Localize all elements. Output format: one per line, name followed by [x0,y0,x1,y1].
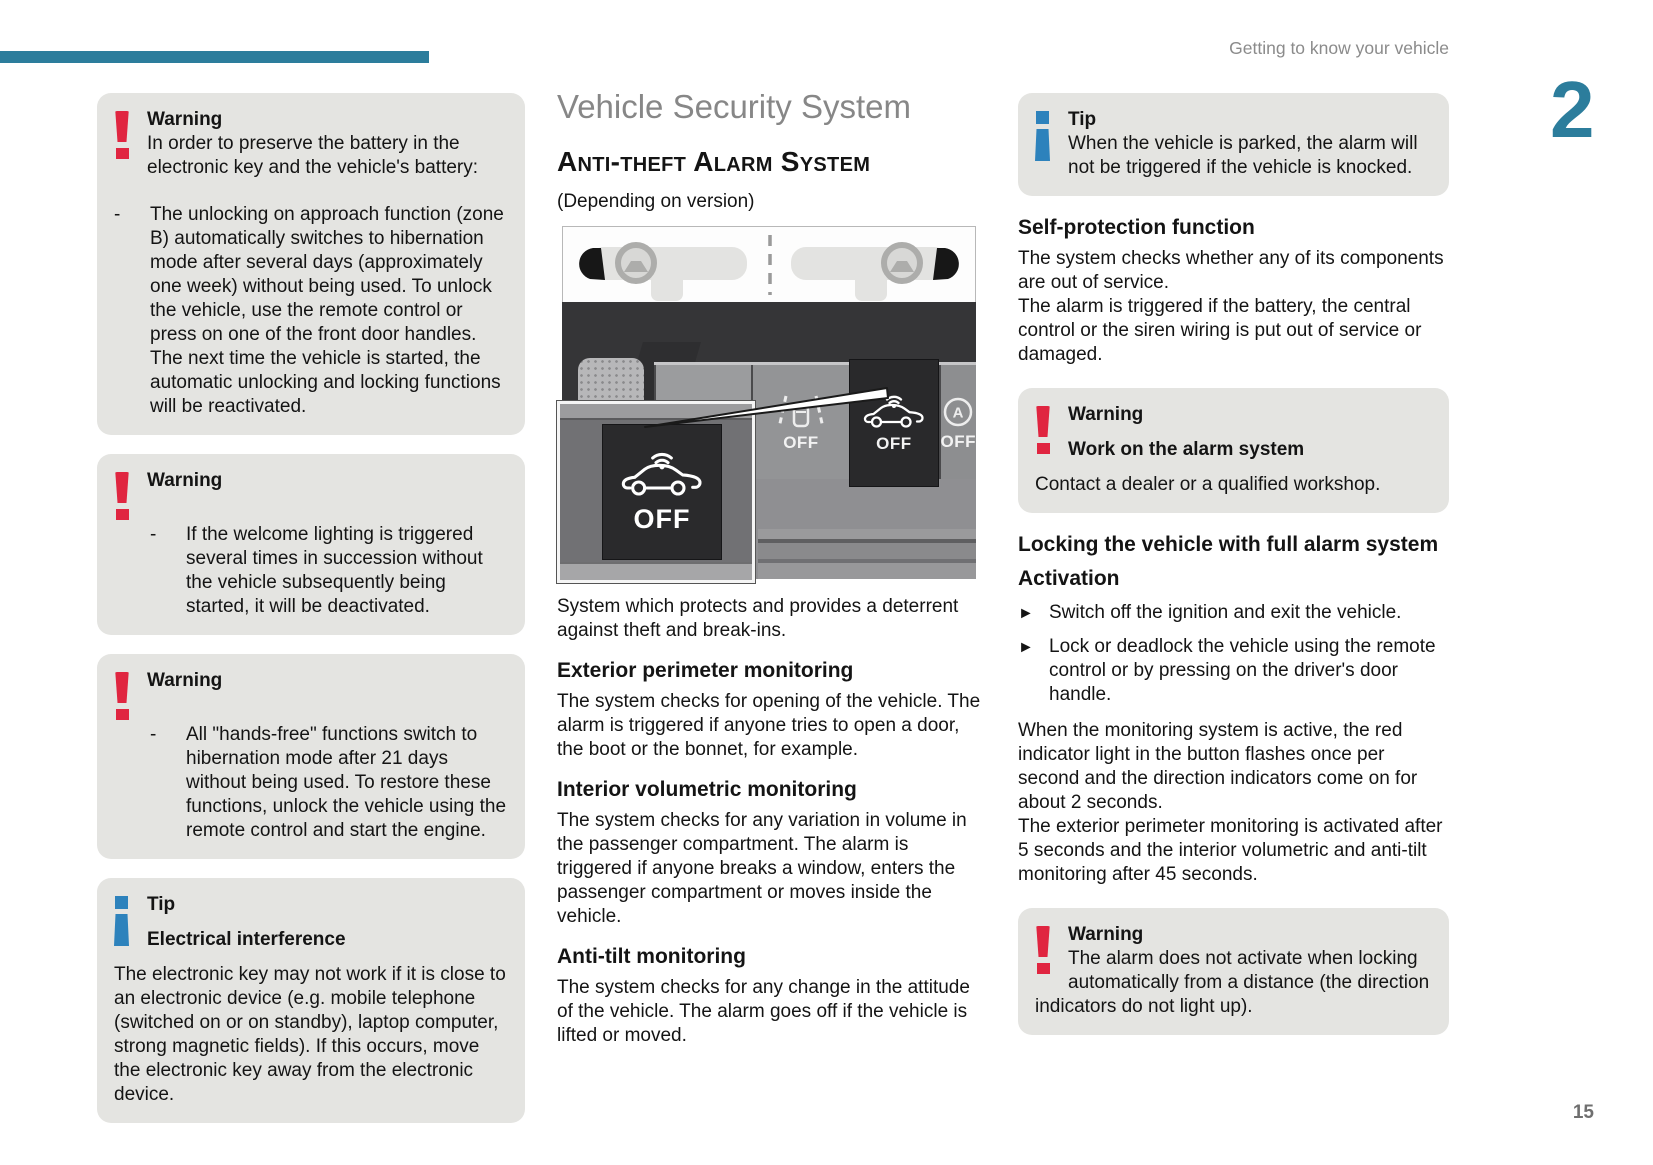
accent-bar [0,51,429,63]
warning-exclamation-icon [1035,406,1051,455]
warning-exclamation-icon [114,672,130,721]
box-intro: In order to preserve the battery in the electronic key and the vehicle's battery: [147,133,479,178]
tip-box-parked [1018,93,1449,196]
item-text: If the welcome lighting is triggered several times in succession without the vehicle subsequently being started, it will be deactivated. [186,524,483,617]
rhd-dashboard-icon [791,245,959,301]
lane-keep-off-button [751,365,850,479]
list-item [150,523,508,619]
box-subtitle: Work on the alarm system [1068,439,1305,460]
lhd-dashboard-icon [579,245,747,301]
middle-column [557,88,987,1050]
warning-box-work-on-alarm [1018,388,1449,513]
tip-title: Tip [147,894,176,915]
warning-exclamation-icon [114,111,130,160]
sub-heading: Exterior perimeter monitoring [557,659,854,682]
running-header: Getting to know your vehicle [1229,38,1449,58]
list-item [114,203,508,419]
inset-alarm-button [602,424,722,560]
left-column [97,93,525,1142]
warning-exclamation-icon [114,472,130,521]
version-note: (Depending on version) [557,191,755,212]
body-paragraph: The system checks for opening of the vehicle. The alarm is triggered if anyone tries to open a door, the boot or the bonnet, for example. [557,691,981,760]
tip-body: The electronic key may not work if it is close to an electronic device (e.g. mobile telephone (switched on or on standby), laptop computer, strong magnetic fields). If this occurs, move the electronic key away from the electronic device. [114,964,506,1105]
auto-off-button [939,365,977,479]
steps-list [1018,601,1449,707]
dash-list [150,523,508,619]
arrow-marker: ► [1018,639,1034,656]
dash-marker: - [150,724,157,745]
box-title: Warning [1068,924,1144,945]
step-text: Switch off the ignition and exit the vehicle. [1049,602,1402,623]
steering-position-icons [563,227,975,302]
tip-subtitle: Electrical interference [147,929,346,950]
dash-list [114,203,508,419]
dash-marker: - [114,204,121,225]
box-title: Warning [1068,404,1144,425]
box-title: Warning [147,670,223,691]
dash-marker: - [150,524,157,545]
circle-a-icon [941,395,975,429]
item-text: The unlocking on approach function (zone B) automatically switches to hibernation mode after several days (approximately one week) without being used. To unlock the vehicle, use the remote control or press on one of the front door handles. The next time the vehicle is started, the automatic unlocking and locking functions will be reactivated. [150,204,504,417]
body-paragraph: The system checks for any variation in volume in the passenger compartment. The alarm is triggered if anyone breaks a window, enters the passenger compartment or moves inside the vehicle. [557,810,967,927]
box-body: The alarm does not activate when locking automatically from a distance (the direction indicators do not light up). [1035,948,1430,1017]
right-column [1018,93,1449,1054]
list-item [150,723,508,843]
body-paragraph: System which protects and provides a deterrent against theft and break-ins. [557,596,959,641]
alarm-car-icon [863,395,925,431]
off-label: OFF [783,432,819,452]
inset-top-trim [560,404,752,420]
alarm-off-button [849,359,938,487]
body-paragraph: The system checks whether any of its components are out of service. [1018,248,1444,293]
box-body: Contact a dealer or a qualified workshop. [1035,474,1381,495]
inset-callout [557,401,755,583]
tip-title: Tip [1068,109,1097,130]
page-title: Vehicle Security System [557,88,911,125]
alarm-button-figure [557,226,981,579]
chapter-number: 2 [1550,65,1595,154]
step-item [1018,601,1449,626]
box-title: Warning [147,470,223,491]
off-label: OFF [633,503,691,534]
sub-heading: Locking the vehicle with full alarm system [1018,533,1439,556]
sub-heading: Self-protection function [1018,216,1255,239]
body-paragraph: The alarm is triggered if the battery, the central control or the siren wiring is put out of service or damaged. [1018,296,1422,365]
box-title: Warning [147,109,223,130]
alarm-car-icon [619,452,705,500]
section-heading: Anti-theft Alarm System [557,146,871,177]
warning-box-welcome-lighting [97,454,525,635]
item-text: All "hands-free" functions switch to hibernation mode after 21 days without being used. To restore these functions, unlock the vehicle using the remote control and start the engine. [186,724,507,841]
warning-box-hands-free [97,654,525,859]
lane-keep-icon [775,394,827,430]
body-paragraph: The exterior perimeter monitoring is activated after 5 seconds and the interior volumetric and anti-tilt monitoring after 45 seconds. [1018,816,1443,885]
step-item [1018,635,1449,707]
body-paragraph: The system checks for any change in the attitude of the vehicle. The alarm goes off if the vehicle is lifted or moved. [557,977,970,1046]
sub-heading: Interior volumetric monitoring [557,778,857,801]
sub-heading: Anti-tilt monitoring [557,945,746,968]
info-icon [114,896,130,948]
inset-bottom-trim [560,562,752,580]
arrow-marker: ► [1018,605,1034,622]
warning-exclamation-icon [1035,926,1051,975]
tip-box-electrical-interference [97,878,525,1123]
step-text: Lock or deadlock the vehicle using the remote control or by pressing on the driver's door handle. [1049,636,1436,705]
auto-letter: A [952,404,964,421]
body-paragraph: When the monitoring system is active, the red indicator light in the button flashes once per second and the direction indicators come on for about 2 seconds. [1018,720,1418,813]
off-label: OFF [940,431,976,451]
dash-list [150,723,508,843]
off-label: OFF [876,433,912,453]
info-icon [1035,111,1051,163]
warning-box-battery [97,93,525,435]
dashboard-vents [758,529,976,579]
tip-body: When the vehicle is parked, the alarm will not be triggered if the vehicle is knocked. [1068,133,1418,178]
warning-box-remote-locking [1018,908,1449,1035]
page-number: 15 [1572,1102,1594,1123]
sub-heading: Activation [1018,567,1120,590]
figure-variant-strip [562,226,976,303]
